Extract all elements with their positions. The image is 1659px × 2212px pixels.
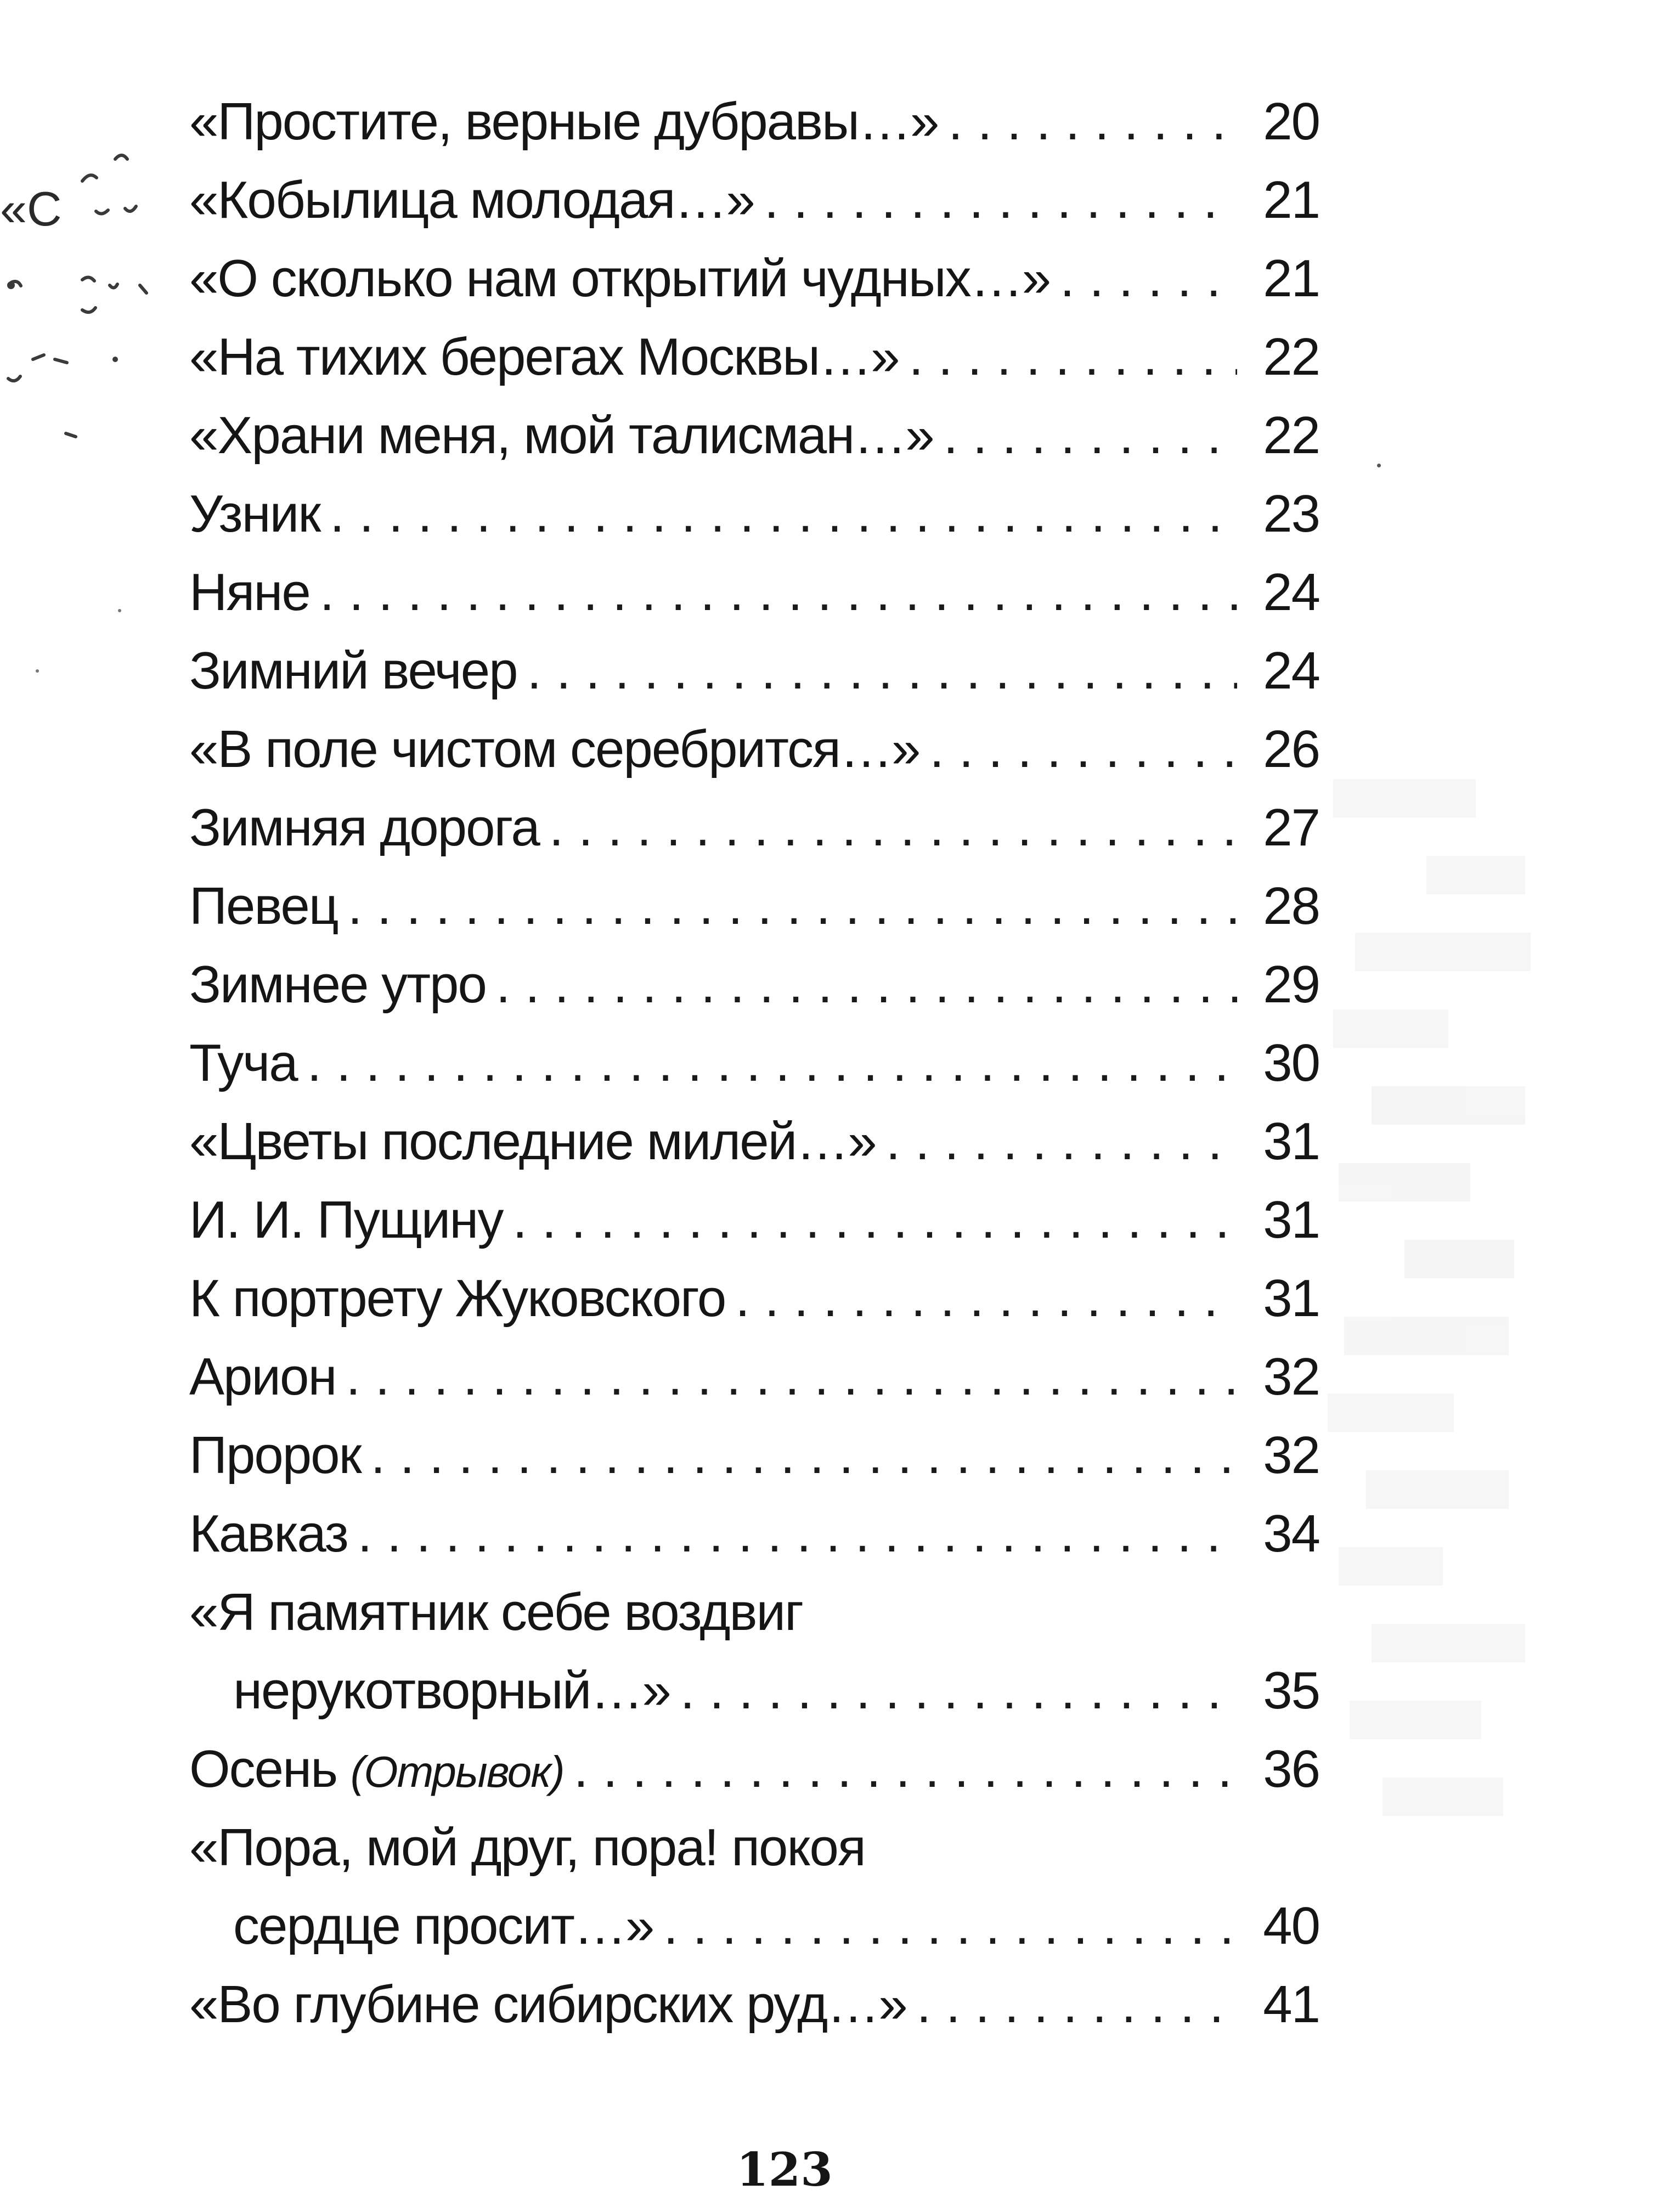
toc-entry-page: 31 bbox=[1263, 1112, 1319, 1171]
toc-entry-page: 32 bbox=[1263, 1426, 1319, 1485]
toc-entry-title: К портрету Жуковского bbox=[189, 1269, 726, 1328]
toc-entry-title: И. И. Пущину bbox=[189, 1190, 503, 1249]
toc-entry-page: 40 bbox=[1263, 1897, 1319, 1955]
toc-entry-title: Кавказ bbox=[189, 1504, 348, 1563]
dot-leader bbox=[934, 396, 1237, 475]
dot-leader bbox=[348, 1494, 1237, 1573]
toc-entry[interactable] bbox=[189, 1024, 1319, 1102]
toc-entry-title-line1: «Я памятник себе воздвиг bbox=[189, 1583, 803, 1641]
dot-leader bbox=[517, 631, 1237, 710]
dot-leader bbox=[486, 945, 1237, 1024]
toc-entry-page: 36 bbox=[1263, 1740, 1319, 1798]
dot-leader bbox=[338, 867, 1237, 945]
dot-leader bbox=[320, 475, 1237, 553]
toc-entry[interactable] bbox=[189, 82, 1319, 161]
dot-leader bbox=[919, 710, 1237, 788]
margin-fragment-text: «С bbox=[0, 182, 62, 236]
margin-dot bbox=[118, 609, 121, 612]
margin-dot bbox=[36, 669, 39, 673]
toc-entry-page: 24 bbox=[1263, 641, 1319, 700]
toc-entry[interactable] bbox=[189, 945, 1319, 1024]
toc-entry-page: 31 bbox=[1263, 1269, 1319, 1328]
toc-entry[interactable] bbox=[189, 161, 1319, 239]
toc-entry-title: «В поле чистом серебрится…» bbox=[189, 720, 920, 778]
toc-entry-page: 27 bbox=[1263, 798, 1319, 857]
toc-entry-page: 23 bbox=[1263, 484, 1319, 543]
toc-entry-title: Певец bbox=[189, 877, 338, 935]
toc-entry[interactable] bbox=[189, 1259, 1319, 1338]
toc-entry-page: 32 bbox=[1263, 1347, 1319, 1406]
toc-entry-title: Няне bbox=[189, 563, 310, 622]
dot-leader bbox=[907, 1965, 1237, 2044]
dot-leader bbox=[539, 788, 1237, 867]
toc-entry-title: Зимний вечер bbox=[189, 641, 517, 700]
toc-entry-title: «На тихих берегах Москвы…» bbox=[189, 328, 899, 386]
toc-entry[interactable] bbox=[189, 475, 1319, 553]
toc-entry-page: 34 bbox=[1263, 1504, 1319, 1563]
dot-leader bbox=[754, 161, 1237, 239]
toc-entry-title: «Кобылица молодая…» bbox=[189, 171, 754, 229]
toc-entry-title: «Простите, верные дубравы…» bbox=[189, 92, 939, 151]
page-number: 123 bbox=[736, 2142, 833, 2197]
toc-entry[interactable] bbox=[189, 1102, 1319, 1181]
margin-dot bbox=[1377, 464, 1381, 467]
dot-leader bbox=[503, 1181, 1237, 1259]
dot-leader bbox=[938, 82, 1237, 161]
toc-entry[interactable] bbox=[189, 1494, 1319, 1573]
toc-entry[interactable] bbox=[189, 1808, 1319, 1965]
toc-entry-page: 20 bbox=[1263, 92, 1319, 151]
dot-leader bbox=[361, 1416, 1237, 1494]
toc-entry-title: Туча bbox=[189, 1034, 297, 1092]
dot-leader bbox=[297, 1024, 1237, 1102]
toc-entry[interactable] bbox=[189, 631, 1319, 710]
toc-entry-title: «Во глубине сибирских руд…» bbox=[189, 1975, 907, 2034]
toc-entry-title: «Цветы последние милей…» bbox=[189, 1112, 876, 1171]
toc-entry[interactable] bbox=[189, 1965, 1319, 2044]
toc-entry[interactable] bbox=[189, 788, 1319, 867]
toc-entry-page: 26 bbox=[1263, 720, 1319, 778]
toc-entry[interactable] bbox=[189, 239, 1319, 318]
toc-entry-page: 28 bbox=[1263, 877, 1319, 935]
toc-entry-page: 22 bbox=[1263, 328, 1319, 386]
dot-leader bbox=[310, 553, 1237, 631]
toc-entry[interactable] bbox=[189, 396, 1319, 475]
toc-entry[interactable] bbox=[189, 1338, 1319, 1416]
toc-entry[interactable] bbox=[189, 710, 1319, 788]
toc-entry-title: Зимняя дорога bbox=[189, 798, 539, 857]
toc-entry-title-line1: «Пора, мой друг, пора! покоя bbox=[189, 1818, 865, 1877]
toc-entry-title: «О сколько нам открытий чудных…» bbox=[189, 249, 1051, 308]
toc-entry[interactable] bbox=[189, 1730, 1319, 1808]
dot-leader bbox=[336, 1338, 1237, 1416]
toc-entry-page: 21 bbox=[1263, 171, 1319, 229]
dot-leader bbox=[725, 1259, 1237, 1338]
toc-entry-title-line2: сердце просит…» bbox=[233, 1897, 654, 1955]
toc-entry[interactable] bbox=[189, 1181, 1319, 1259]
toc-entry[interactable] bbox=[189, 1573, 1319, 1730]
toc-entry-title: Арион bbox=[189, 1347, 336, 1406]
toc-entry-subtitle: (Отрывок) bbox=[350, 1747, 564, 1796]
toc-entry-page: 35 bbox=[1263, 1661, 1319, 1720]
dot-leader bbox=[876, 1102, 1237, 1181]
toc-entry-page: 29 bbox=[1263, 955, 1319, 1014]
toc-entry[interactable] bbox=[189, 867, 1319, 945]
dot-leader bbox=[670, 1651, 1237, 1730]
toc-entry-page: 30 bbox=[1263, 1034, 1319, 1092]
toc-entry-page: 21 bbox=[1263, 249, 1319, 308]
toc-entry-page: 41 bbox=[1263, 1975, 1319, 2034]
toc-entry-page: 22 bbox=[1263, 406, 1319, 465]
toc-entry-title-line2: нерукотворный…» bbox=[233, 1661, 670, 1720]
toc-entry-page: 31 bbox=[1263, 1190, 1319, 1249]
toc-entry[interactable] bbox=[189, 1416, 1319, 1494]
dot-leader bbox=[564, 1730, 1237, 1808]
dot-leader bbox=[899, 318, 1237, 396]
toc-entry[interactable] bbox=[189, 553, 1319, 631]
dot-leader bbox=[653, 1887, 1237, 1965]
toc-entry-page: 24 bbox=[1263, 563, 1319, 622]
toc-entry-title: Узник bbox=[189, 484, 320, 543]
dot-leader bbox=[1050, 239, 1237, 318]
toc-entry-title: «Храни меня, мой талисман…» bbox=[189, 406, 934, 465]
toc-entry[interactable] bbox=[189, 318, 1319, 396]
toc-entry-title: Осень bbox=[189, 1740, 337, 1798]
toc-entry-title: Зимнее утро bbox=[189, 955, 486, 1014]
margin-specks bbox=[0, 137, 165, 477]
toc-entry-title: Пророк bbox=[189, 1426, 361, 1485]
table-of-contents bbox=[189, 82, 1319, 2044]
